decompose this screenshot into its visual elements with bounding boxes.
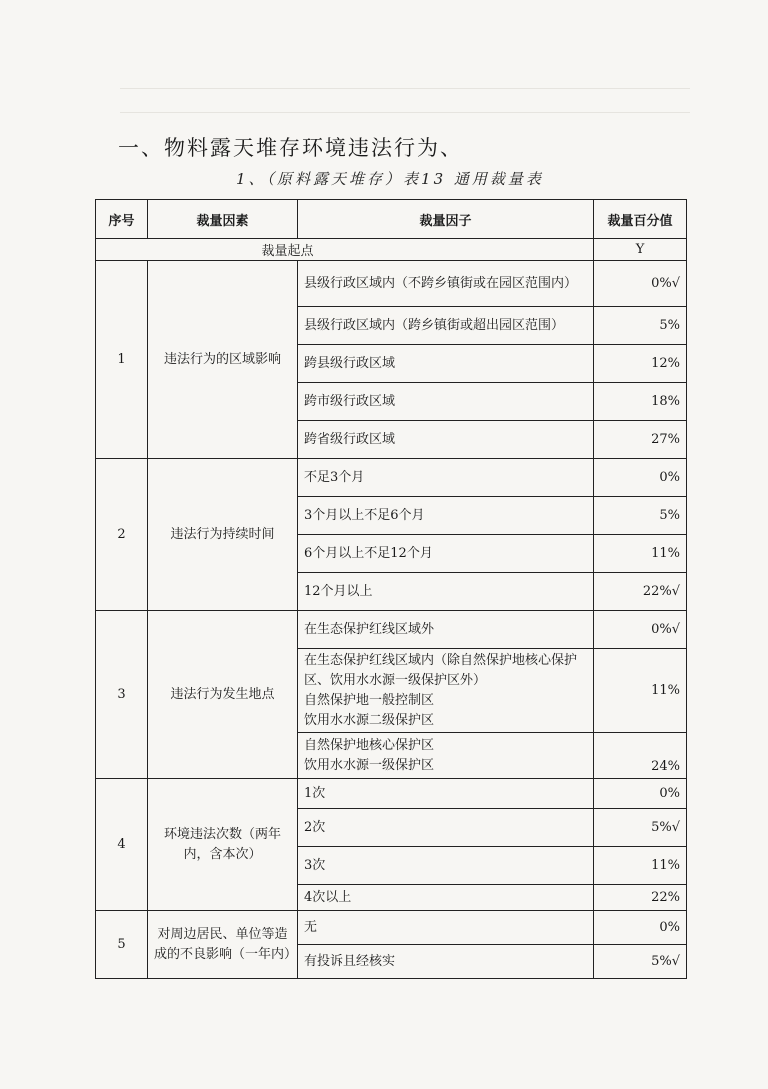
factor-item: 2次 [298,809,594,847]
factor-item: 跨省级行政区域 [298,421,594,459]
group-number: 3 [96,611,148,779]
bleed-through-line [120,112,690,113]
factor-item: 自然保护地核心保护区 饮用水水源一级保护区 [298,733,594,779]
factor-percent: 0% [594,779,687,809]
discretion-table [95,199,687,979]
factor-percent: 5% [594,307,687,345]
section-heading: 一、物料露天堆存环境违法行为、 [118,136,463,160]
factor-percent: 27% [594,421,687,459]
factor-percent: 0%√ [594,611,687,649]
factor-percent: 0% [594,911,687,945]
factor-percent: 22% [594,885,687,911]
group-number: 1 [96,261,148,459]
factor-item: 县级行政区域内（不跨乡镇街或在园区范围内） [298,261,594,307]
factor-item: 县级行政区域内（跨乡镇街或超出园区范围） [298,307,594,345]
factor-item: 4次以上 [298,885,594,911]
table-header-row [96,200,687,239]
table-row [96,779,687,809]
factor-percent: 22%√ [594,573,687,611]
header-factor: 裁量因素 [148,200,298,239]
factor-item: 在生态保护红线区域外 [298,611,594,649]
group-factor: 对周边居民、单位等造成的不良影响（一年内） [148,911,298,979]
factor-item: 3个月以上不足6个月 [298,497,594,535]
factor-item: 1次 [298,779,594,809]
table-row [96,911,687,945]
factor-item: 6个月以上不足12个月 [298,535,594,573]
factor-item: 12个月以上 [298,573,594,611]
factor-percent: 5% [594,497,687,535]
factor-percent: 0%√ [594,261,687,307]
group-number: 5 [96,911,148,979]
header-item: 裁量因子 [298,200,594,239]
factor-item: 3次 [298,847,594,885]
factor-percent: 11% [594,847,687,885]
factor-percent: 5%√ [594,809,687,847]
group-number: 2 [96,459,148,611]
factor-percent: 11% [594,649,687,733]
bleed-through-line [120,88,690,89]
start-value: Y [594,239,687,261]
factor-item: 跨县级行政区域 [298,345,594,383]
factor-percent: 12% [594,345,687,383]
factor-percent: 5%√ [594,945,687,979]
table-subtitle: 1、（原料露天堆存）表13 通用裁量表 [236,170,544,188]
start-row [96,239,687,261]
header-pct: 裁量百分值 [594,200,687,239]
factor-item: 跨市级行政区域 [298,383,594,421]
table-row [96,261,687,307]
start-label: 裁量起点 [96,239,594,261]
factor-percent: 0% [594,459,687,497]
factor-percent: 11% [594,535,687,573]
factor-item: 在生态保护红线区域内（除自然保护地核心保护区、饮用水水源一级保护区外） 自然保护地一般控制区 饮用水水源二级保护区 [298,649,594,733]
group-factor: 违法行为发生地点 [148,611,298,779]
factor-item: 有投诉且经核实 [298,945,594,979]
group-number: 4 [96,779,148,911]
header-num: 序号 [96,200,148,239]
table-row [96,611,687,649]
factor-percent: 24% [594,733,687,779]
factor-item: 不足3个月 [298,459,594,497]
factor-item: 无 [298,911,594,945]
group-factor: 环境违法次数（两年内，含本次） [148,779,298,911]
group-factor: 违法行为持续时间 [148,459,298,611]
table-row [96,459,687,497]
factor-percent: 18% [594,383,687,421]
group-factor: 违法行为的区域影响 [148,261,298,459]
